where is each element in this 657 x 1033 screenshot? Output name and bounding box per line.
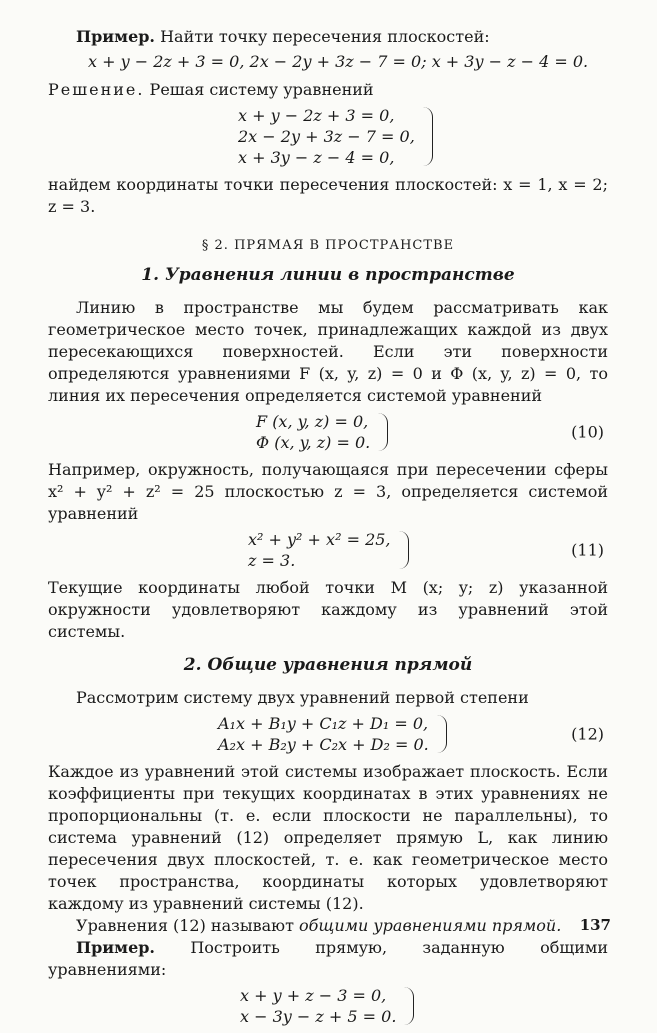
section-title: § 2. ПРЯМАЯ В ПРОСТРАНСТВЕ (201, 238, 455, 253)
equation-11 (48, 529, 608, 571)
equation-line: x − 3y − z + 5 = 0. (240, 1007, 397, 1026)
example-label: Пример. (76, 938, 155, 957)
subsection-2-title: 2. Общие уравнения прямой (183, 655, 473, 675)
sub1-paragraph-1: Линию в пространстве мы будем рассматривать как геометрическое место точек, принадлежащих каждой из двух пересекающихся поверхностей. Если эти поверхности определяются уравнениями F (x, y, z) = 0 и Φ (x, y, z) = 0, то линия их пересечения определяется системой уравнений (48, 298, 608, 405)
sub2-paragraph-2: Каждое из уравнений этой системы изображает плоскость. Если коэффициенты при текущих координатах в этих уравнениях не пропорциональны (т. е. если плоскости не параллельны), то система уравнений (12) определяет прямую L, как линию пересечения двух плоскостей, т. е. как геометрическое место точек пространства, координаты которых удовлетворяют каждому из уравнений системы (12). (48, 762, 608, 913)
system-line: 2x − 2y + 3z − 7 = 0, (238, 127, 415, 146)
equation-line: x² + y² + x² = 25, (248, 530, 391, 549)
system-line: x + 3y − z − 4 = 0, (238, 148, 395, 167)
equation-line: z = 3. (248, 551, 296, 570)
solution-label: Решение. (48, 80, 145, 99)
solution-heading (48, 79, 608, 101)
right-brace (375, 413, 388, 451)
sub2-paragraph-1: Рассмотрим систему двух уравнений первой степени (76, 688, 529, 707)
system-line: x + y − 2z + 3 = 0, (238, 106, 395, 125)
equation-10 (48, 411, 608, 453)
page-content (48, 26, 608, 1033)
sub2-paragraph-3 (48, 915, 608, 937)
equation-line: x + y + z − 3 = 0, (240, 986, 387, 1005)
equation-12 (48, 713, 608, 755)
para3-text: Уравнения (12) называют (76, 916, 299, 935)
equation-number: (10) (571, 422, 604, 442)
solution-result: найдем координаты точки пересечения плоскостей: x = 1, x = 2; z = 3. (48, 175, 608, 216)
equation-line: A₁x + B₁y + C₁z + D₁ = 0, (218, 714, 429, 733)
example-label: Пример. (76, 27, 155, 46)
example-2-heading (48, 937, 608, 981)
page-number: 137 (579, 916, 611, 934)
solution-text: Решая систему уравнений (144, 80, 374, 99)
para3-emphasis: общими уравнениями прямой. (299, 916, 562, 935)
equation-line: A₂x + B₂y + C₂x + D₂ = 0. (218, 735, 429, 754)
planes-equations: x + y − 2z + 3 = 0, 2x − 2y + 3z − 7 = 0; x + 3y − z − 4 = 0. (88, 52, 589, 71)
solution-system (48, 105, 608, 168)
example-1-heading (48, 26, 608, 48)
equation-line: F (x, y, z) = 0, (256, 412, 369, 431)
equation-number: (12) (571, 724, 604, 744)
example-text: Найти точку пересечения плоскостей: (155, 27, 490, 46)
subsection-1-title: 1. Уравнения линии в пространстве (141, 265, 515, 285)
right-brace (420, 107, 433, 166)
example-text: Построить прямую, заданную общими уравнениями: (48, 938, 608, 979)
sub1-paragraph-3: Текущие координаты любой точки M (x; y; z) указанной окружности удовлетворяют каждому из уравнений этой системы. (48, 578, 608, 641)
equation-number: (11) (571, 540, 604, 560)
right-brace (434, 715, 447, 753)
equation-line: Φ (x, y, z) = 0. (256, 433, 371, 452)
example-2-system (48, 985, 608, 1027)
right-brace (396, 531, 409, 569)
sub1-paragraph-2: Например, окружность, получающаяся при пересечении сферы x² + y² + z² = 25 плоскостью z = 3, определяется системой уравнений (48, 460, 608, 523)
right-brace (401, 987, 414, 1025)
